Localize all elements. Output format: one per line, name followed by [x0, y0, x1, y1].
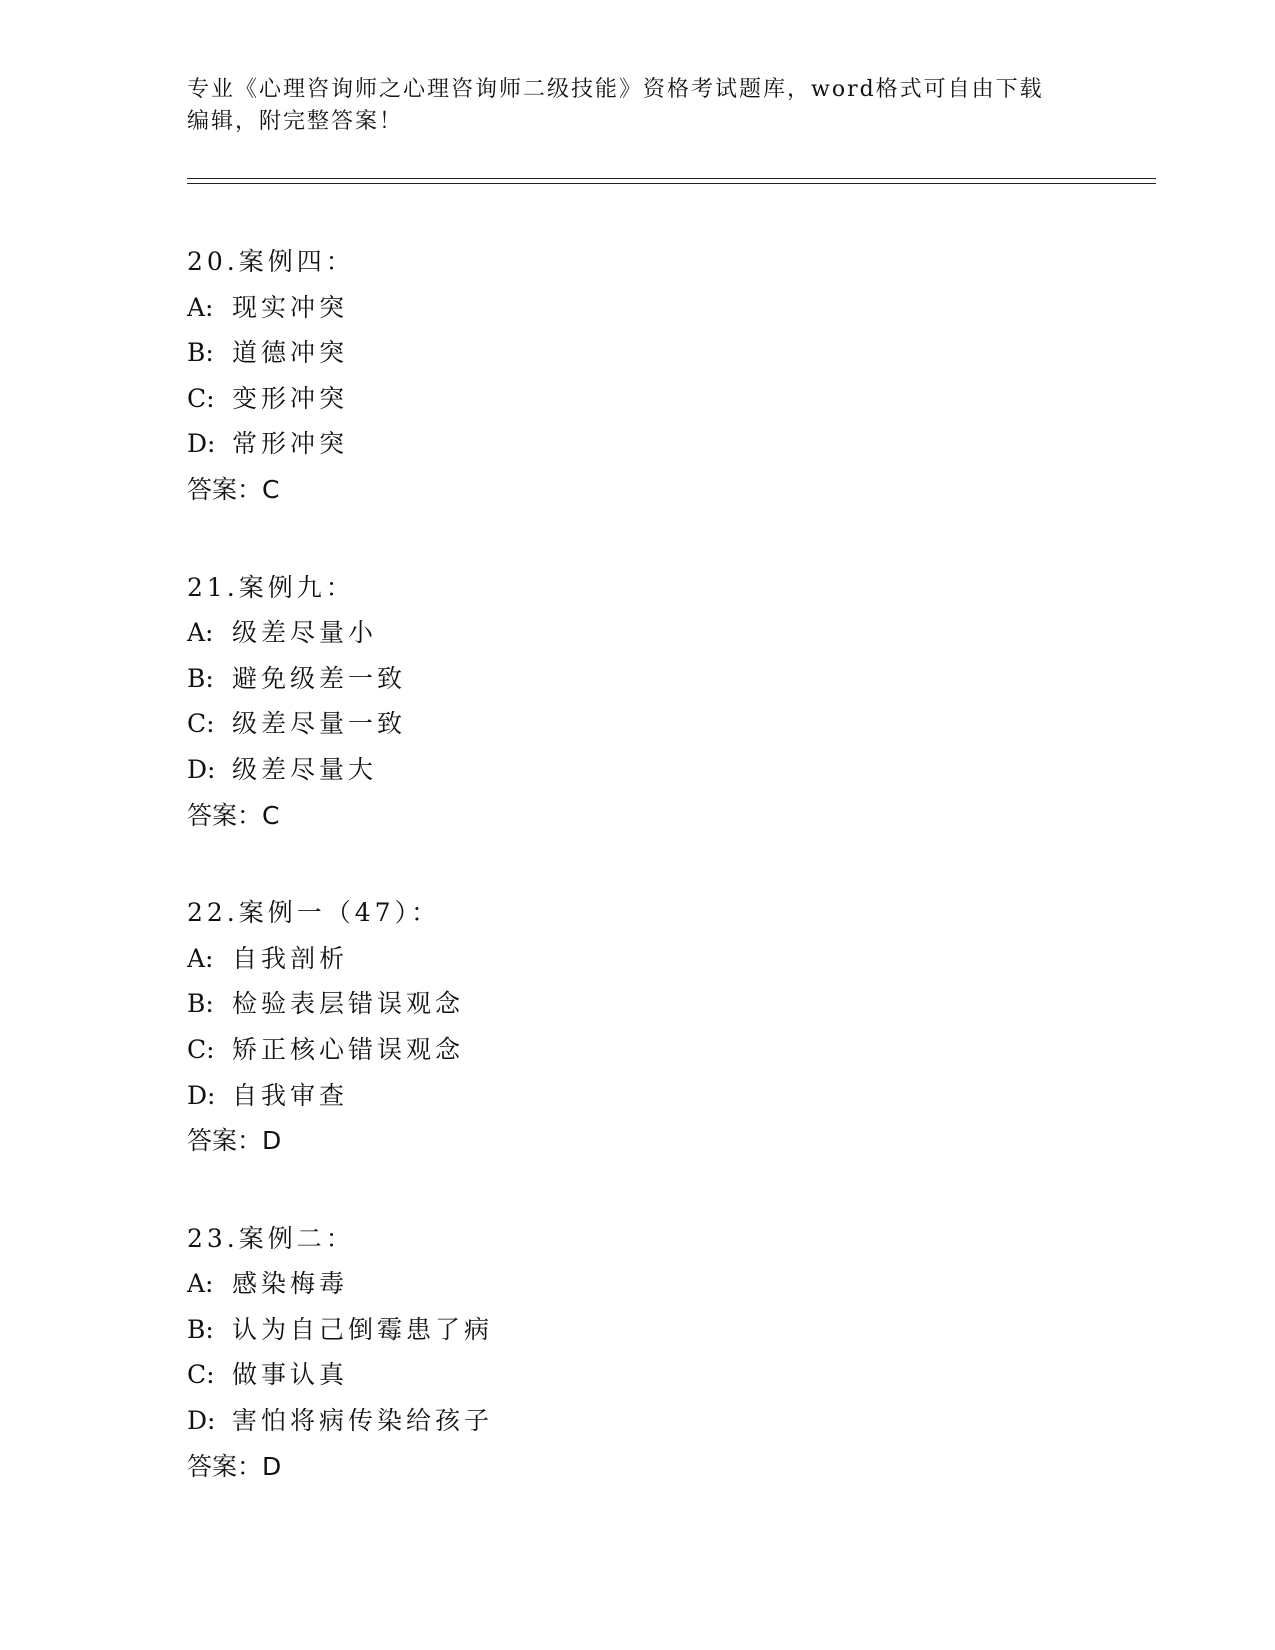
option-letter: D: — [187, 754, 216, 784]
option-c — [187, 701, 1087, 747]
question-title: 23.案例二： — [187, 1223, 355, 1253]
option-text: 级差尽量一致 — [232, 709, 407, 739]
option-letter: B: — [187, 1314, 214, 1344]
answer: 答案：D — [187, 1451, 282, 1481]
option-text: 检验表层错误观念 — [232, 989, 465, 1019]
option-letter: C: — [187, 383, 215, 413]
header-divider-bottom — [187, 183, 1156, 184]
option-letter: D: — [187, 1080, 216, 1110]
option-text: 害怕将病传染给孩子 — [232, 1406, 494, 1436]
question-title: 21.案例九： — [187, 572, 355, 602]
option-a — [187, 285, 1087, 331]
option-letter: A: — [187, 292, 214, 322]
option-a — [187, 936, 1087, 982]
answer: 答案：C — [187, 474, 280, 504]
option-text: 变形冲突 — [232, 383, 349, 413]
option-letter: A: — [187, 618, 214, 648]
option-c — [187, 1027, 1087, 1073]
option-text: 自我审查 — [232, 1080, 349, 1110]
option-letter: B: — [187, 663, 214, 693]
option-d — [187, 421, 1087, 467]
question-20 — [187, 239, 1087, 513]
option-text: 现实冲突 — [232, 292, 349, 322]
header-line-1: 专业《心理咨询师之心理咨询师二级技能》资格考试题库，word格式可自由下载 — [187, 77, 1044, 102]
option-c — [187, 1352, 1087, 1398]
option-text: 做事认真 — [232, 1360, 349, 1390]
option-letter: C: — [187, 1034, 215, 1064]
option-text: 矫正核心错误观念 — [232, 1034, 465, 1064]
option-d — [187, 1073, 1087, 1119]
answer: 答案：D — [187, 1126, 282, 1156]
option-letter: C: — [187, 1360, 215, 1390]
question-22 — [187, 890, 1087, 1164]
option-text: 避免级差一致 — [232, 663, 407, 693]
question-23 — [187, 1216, 1087, 1490]
option-letter: B: — [187, 338, 214, 368]
header-line-2: 编辑，附完整答案！ — [187, 109, 404, 134]
option-text: 级差尽量小 — [232, 618, 378, 648]
option-letter: D: — [187, 429, 216, 459]
option-letter: D: — [187, 1406, 216, 1436]
question-21 — [187, 565, 1087, 839]
option-d — [187, 747, 1087, 793]
option-text: 认为自己倒霉患了病 — [232, 1314, 494, 1344]
option-letter: A: — [187, 943, 214, 973]
option-a — [187, 1261, 1087, 1307]
option-text: 感染梅毒 — [232, 1269, 349, 1299]
option-text: 级差尽量大 — [232, 754, 378, 784]
option-letter: C: — [187, 709, 215, 739]
option-a — [187, 610, 1087, 656]
answer: 答案：C — [187, 800, 280, 830]
option-letter: A: — [187, 1269, 214, 1299]
option-b — [187, 330, 1087, 376]
option-d — [187, 1398, 1087, 1444]
question-title: 20.案例四： — [187, 247, 355, 276]
header-divider-top — [187, 178, 1156, 179]
question-list — [187, 239, 1087, 1541]
option-letter: B: — [187, 989, 214, 1019]
option-text: 自我剖析 — [232, 943, 349, 973]
question-title: 22.案例一（47）： — [187, 898, 441, 928]
option-text: 道德冲突 — [232, 338, 349, 368]
option-b — [187, 656, 1087, 702]
document-header — [187, 74, 1067, 138]
option-b — [187, 1307, 1087, 1353]
option-text: 常形冲突 — [232, 429, 349, 459]
option-c — [187, 376, 1087, 422]
option-b — [187, 981, 1087, 1027]
